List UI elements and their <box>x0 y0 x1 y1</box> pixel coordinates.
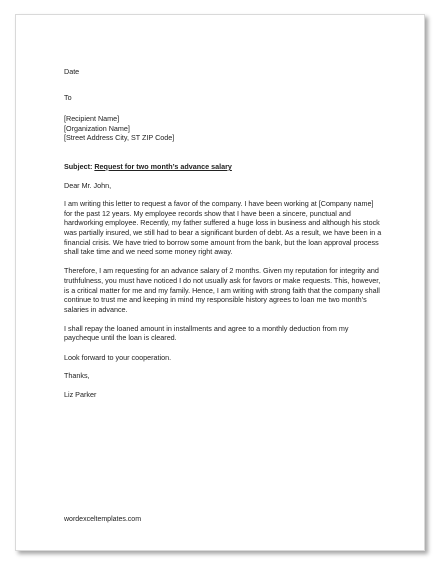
recipient-address <box>64 114 382 143</box>
letter-page <box>15 14 425 551</box>
paragraph-3: I shall repay the loaned amount in installments and agree to a monthly deduction from my paycheque until the loan is cleared. <box>64 323 349 343</box>
footer-site: wordexceltemplates.com <box>64 516 142 523</box>
street-address: [Street Address City, ST ZIP Code] <box>64 133 175 143</box>
subject-text: Request for two month’s advance salary <box>94 161 232 171</box>
salutation: Dear Mr. John, <box>64 180 112 190</box>
signature-name: Liz Parker <box>64 389 97 399</box>
date-line: Date <box>64 67 80 76</box>
letter-body <box>64 67 382 399</box>
paragraph-1: I am writing this letter to request a favor of the company. I have been working at [Company name] for the past 12 years. My employee records show that I have been a sincere, punctual and hardworking employee. Recently, my father suffered a huge loss in business and although his stock was partially insured, we still had to bear a significant burden of debt. As a result, we have been in a financial crisis. We have tried to borrow some amount from the bank, but the loan approval process shall take time and we need some money right away. <box>64 199 382 257</box>
closing-line: Look forward to your cooperation. <box>64 352 172 362</box>
recipient-name: [Recipient Name] <box>64 114 120 124</box>
subject-line <box>64 162 382 172</box>
organization-name: [Organization Name] <box>64 123 130 133</box>
paragraph-2: Therefore, I am requesting for an advance salary of 2 months. Given my reputation for integrity and truthfulness, you must have noticed I do not usually ask for favors or make requests. This, however, is a critical matter for me and my family. Hence, I am writing with strong faith that the company shall continue to trust me and keeping in mind my responsible history agrees to loan me two month’s salaries in advance. <box>64 266 381 314</box>
subject-label: Subject: <box>64 161 93 171</box>
sign-off: Thanks, <box>64 371 90 381</box>
to-line: To <box>64 92 72 102</box>
